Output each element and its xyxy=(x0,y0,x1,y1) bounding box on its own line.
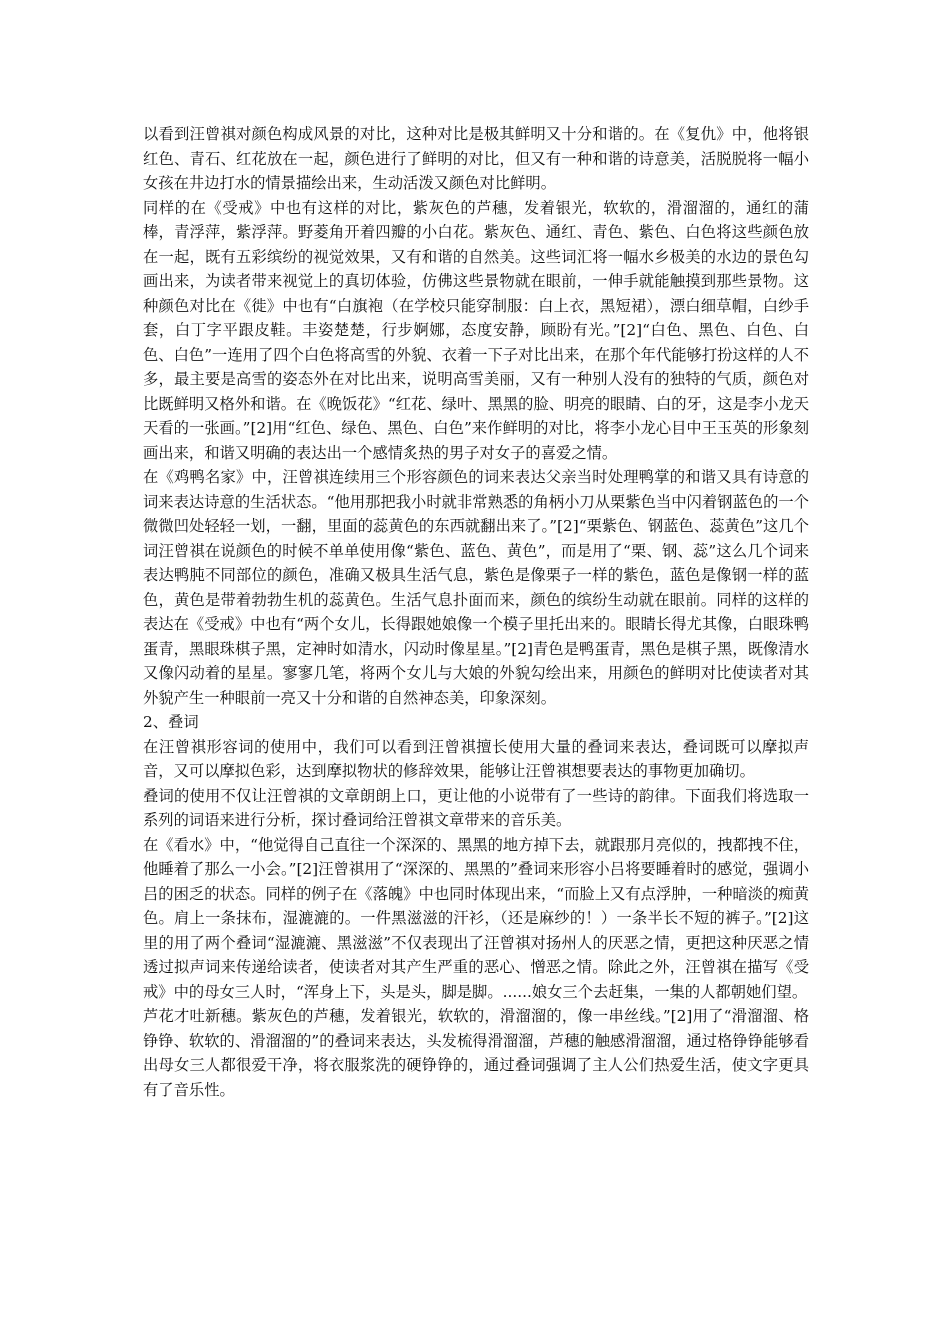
paragraph-reduplication-music: 叠词的使用不仅让汪曾祺的文章朗朗上口，更让他的小说带有了一些诗的韵律。下面我们将选取一系列的词语来进行分析，探讨叠词给汪曾祺文章带来的音乐美。 xyxy=(143,786,809,829)
section-heading-reduplication: 2、叠词 xyxy=(143,713,199,731)
paragraph-reduplication-intro: 在汪曾祺形容词的使用中，我们可以看到汪曾祺擅长使用大量的叠词来表达，叠词既可以摩拟声音，又可以摩拟色彩，达到摩拟物状的修辞效果，能够让汪曾祺想要表达的事物更加确切。 xyxy=(143,737,809,780)
paragraph-jiya-mingjia: 在《鸡鸭名家》中，汪曾祺连续用三个形容颜色的词来表达父亲当时处理鸭掌的和谐又具有诗意的词来表达诗意的生活状态。“他用那把我小时就非常熟悉的角柄小刀从栗紫色当中闪着钢蓝色的一个微微凹处轻轻一划，一翻，里面的蕊黄色的东西就翻出来了。”[2]“栗紫色、钢蓝色、蕊黄色”这几个词汪曾祺在说颜色的时候不单单使用像“紫色、蓝色、黄色”，而是用了“栗、钢、蕊”这么几个词来表达鸭肫不同部位的颜色，准确又极具生活气息，紫色是像栗子一样的紫色，蓝色是像钢一样的蓝色，黄色是带着勃勃生机的蕊黄色。生活气息扑面而来，颜色的缤纷生动就在眼前。同样的这样的表达在《受戒》中也有“两个女儿，长得跟她娘像一个模子里托出来的。眼睛长得尤其像，白眼珠鸭蛋青，黑眼珠棋子黑，定神时如清水，闪动时像星星。”[2]青色是鸭蛋青，黑色是棋子黑，既像清水又像闪动着的星星。寥寥几笔，将两个女儿与大娘的外貌勾绘出来，用颜色的鲜明对比使读者对其外貌产生一种眼前一亮又十分和谐的自然神态美，印象深刻。 xyxy=(143,468,809,707)
document-body xyxy=(143,122,809,1102)
paragraph-shoujie-contrast: 同样的在《受戒》中也有这样的对比，紫灰色的芦穗，发着银光，软软的，滑溜溜的，通红的蒲棒，青浮萍，紫浮萍。野菱角开着四瓣的小白花。紫灰色、通红、青色、紫色、白色将这些颜色放在一起，既有五彩缤纷的视觉效果，又有和谐的自然美。这些词汇将一幅水乡极美的水边的景色勾画出来，为读者带来视觉上的真切体验，仿佛这些景物就在眼前，一伸手就能触摸到那些景物。这种颜色对比在《徙》中也有“白旗袍（在学校只能穿制服：白上衣，黑短裙），漂白细草帽，白纱手套，白丁字平跟皮鞋。丰姿楚楚，行步婀娜，态度安静，顾盼有光。”[2]“白色、黑色、白色、白色、白色”一连用了四个白色将高雪的外貌、衣着一下子对比出来，在那个年代能够打扮这样的人不多，最主要是高雪的姿态外在对比出来，说明高雪美丽，又有一种别人没有的独特的气质，颜色对比既鲜明又格外和谐。在《晚饭花》“红花、绿叶、黑黑的脸、明亮的眼睛、白的牙，这是李小龙天天看的一张画。”[2]用“红色、绿色、黑色、白色”来作鲜明的对比，将李小龙心目中王玉英的形象刻画出来，和谐又明确的表达出一个感情炙热的男子对女子的喜爱之情。 xyxy=(143,198,809,462)
paragraph-color-contrast-intro: 以看到汪曾祺对颜色构成风景的对比，这种对比是极其鲜明又十分和谐的。在《复仇》中，他将银红色、青石、红花放在一起，颜色进行了鲜明的对比，但又有一种和谐的诗意美，活脱脱将一幅小女孩在井边打水的情景描绘出来，生动活泼又颜色对比鲜明。 xyxy=(143,125,809,192)
paragraph-kanshui-example: 在《看水》中，“他觉得自己直往一个深深的、黑黑的地方掉下去，就跟那月亮似的，拽都拽不住，他睡着了那么一小会。”[2]汪曾祺用了“深深的、黑黑的”叠词来形容小吕将要睡着时的感觉，强调小吕的困乏的状态。同样的例子在《落魄》中也同时体现出来，“而脸上又有点浮肿，一种暗淡的痴黄色。肩上一条抹布，湿漉漉的。一件黑滋滋的汗衫，（还是麻纱的！）一条半长不短的裤子。”[2]这里的用了两个叠词“湿漉漉、黑滋滋”不仅表现出了汪曾祺对扬州人的厌恶之情，更把这种厌恶之情透过拟声词来传递给读者，使读者对其产生严重的恶心、憎恶之情。除此之外，汪曾祺在描写《受戒》中的母女三人时，“浑身上下，头是头，脚是脚。......娘女三个去赶集，一集的人都朝她们望。 xyxy=(143,835,809,1001)
paragraph-luhua-example: 芦花才吐新穗。紫灰色的芦穗，发着银光，软软的，滑溜溜的，像一串丝线。”[2]用了“滑溜溜、格铮铮、软软的、滑溜溜的”的叠词来表达，头发梳得滑溜溜，芦穗的触感滑溜溜，通过格铮铮能够看出母女三人都很爱干净，将衣服浆洗的硬铮铮的，通过叠词强调了主人公们热爱生活，使文字更具有了音乐性。 xyxy=(143,1007,809,1099)
